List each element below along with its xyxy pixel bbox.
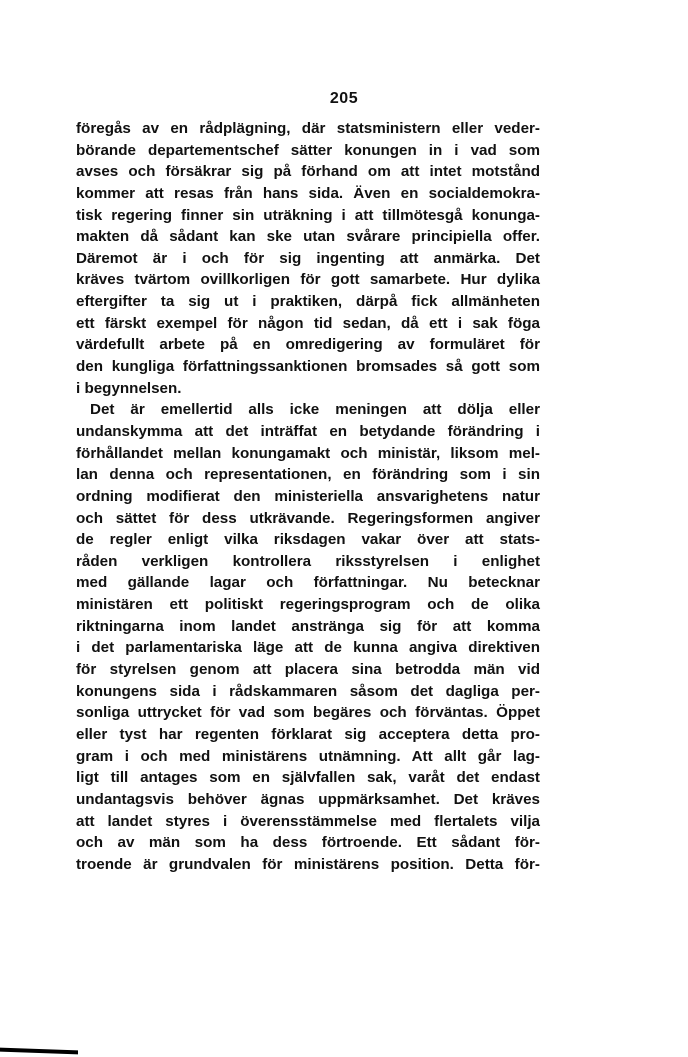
text-line: kräves tvärtom ovillkorligen för gott samarbete. Hur dylika [76, 271, 540, 289]
text-line: undantagsvis behöver ägnas uppmärksamhet. Det kräves [76, 790, 540, 808]
text-line: troende är grundvalen för ministärens position. Detta för- [76, 855, 540, 873]
text-line: och sättet för dess utkrävande. Regeringsformen angiver [76, 509, 540, 527]
text-line: ministären ett politiskt regeringsprogram och de olika [76, 596, 540, 614]
text-line: lan denna och representationen, en förändring som i sin [76, 466, 540, 484]
text-line: med gällande lagar och författningar. Nu betecknar [76, 574, 540, 592]
text-line: förhållandet mellan konungamakt och ministär, liksom mel- [76, 444, 540, 462]
text-line: föregås av en rådplägning, där statsministern eller veder- [76, 120, 540, 137]
text-line: ett färskt exempel för någon tid sedan, då ett i sak föga [76, 314, 540, 332]
text-line: råden verkligen kontrollera riksstyrelsen i enlighet [76, 552, 540, 570]
text-line: kommer att resas från hans sida. Även en socialdemokra- [76, 184, 540, 202]
text-line: konungens sida i rådskammaren såsom det dagliga per- [76, 682, 540, 700]
text-line: den kungliga författningssanktionen bromsades så gott som [76, 358, 540, 376]
text-line: riktningarna inom landet anstränga sig för att komma [76, 617, 540, 635]
text-line: avses och försäkrar sig på förhand om att intet motstånd [76, 163, 540, 181]
scan-edge-mark [0, 1048, 78, 1055]
text-line: Däremot är i och för sig ingenting att anmärka. Det [76, 249, 540, 267]
body-text [76, 118, 540, 875]
text-line: och av män som ha dess förtroende. Ett sådant för- [76, 834, 540, 852]
text-line: värdefullt arbete på en omredigering av formuläret för [76, 336, 540, 354]
page-number: 205 [329, 90, 359, 107]
text-line: att landet styres i överensstämmelse med flertalets vilja [76, 812, 540, 830]
text-line: sonliga uttrycket för vad som begäres och förväntas. Öppet [76, 704, 540, 722]
paragraph-end-line: i begynnelsen. [76, 379, 182, 397]
text-line: ordning modifierat den ministeriella ansvarighetens natur [76, 487, 540, 505]
text-line: börande departementschef sätter konungen in i vad som [76, 141, 540, 159]
text-line: eller tyst har regenten förklarat sig acceptera detta pro- [76, 725, 540, 743]
text-line: ligt till antages som en självfallen sak, varåt det endast [76, 769, 540, 787]
text-line: tisk regering finner sin uträkning i att tillmötesgå konunga- [76, 206, 540, 224]
text-line: undanskymma att det inträffat en betydande förändring i [76, 422, 540, 440]
text-line: i det parlamentariska läge att de kunna angiva direktiven [76, 639, 540, 657]
text-line: för styrelsen genom att placera sina betrodda män vid [76, 661, 540, 679]
text-line: eftergifter ta sig ut i praktiken, därpå fick allmänheten [76, 293, 540, 311]
text-line: makten då sådant kan ske utan svårare principiella offer. [76, 228, 540, 246]
text-line: gram i och med ministärens utnämning. Att allt går lag- [76, 747, 540, 765]
text-line: de regler enligt vilka riksdagen vakar över att stats- [76, 531, 540, 549]
paragraph-start-line: Det är emellertid alls icke meningen att dölja eller [90, 401, 540, 419]
